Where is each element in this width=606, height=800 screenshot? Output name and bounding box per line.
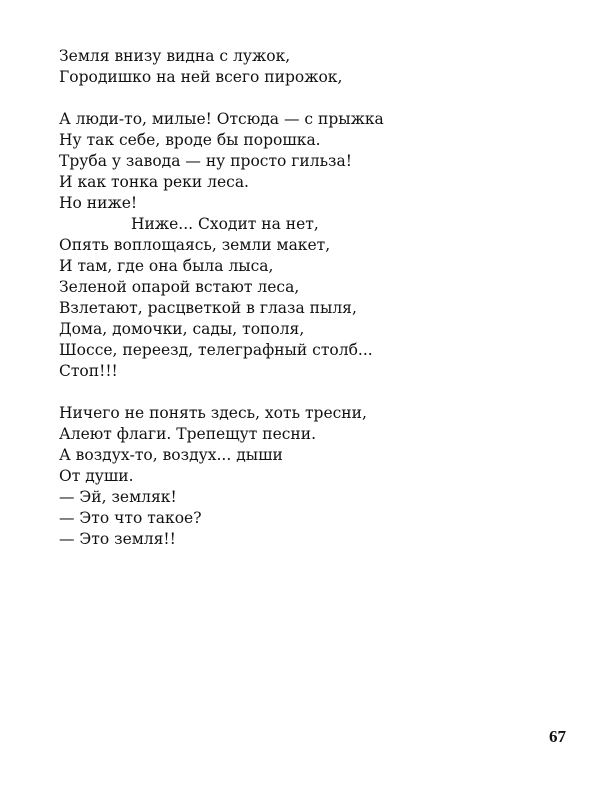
poem-line: Взлетают, расцветкой в глаза пыля, — [59, 299, 357, 317]
poem-line-indented: Ниже... Сходит на нет, — [131, 215, 319, 233]
poem-line: Дома, домочки, сады, тополя, — [59, 320, 305, 338]
page-number: 67 — [549, 727, 566, 746]
poem-line: Ну так себе, вроде бы порошка. — [59, 131, 321, 149]
poem-line: Земля внизу видна с лужок, — [59, 47, 291, 65]
stanza-2 — [59, 109, 539, 382]
poem-line: А люди-то, милые! Отсюда — с прыжка — [59, 110, 384, 128]
poem-line: А воздух-то, воздух... дыши — [59, 446, 283, 464]
poem-line: Стоп!!! — [59, 362, 118, 380]
stanza-3 — [59, 403, 539, 550]
poem-line: Опять воплощаясь, земли макет, — [59, 236, 331, 254]
poem-line: Труба у завода — ну просто гильза! — [59, 152, 352, 170]
poem-line: Алеют флаги. Трепещут песни. — [59, 425, 317, 443]
poem-line: И как тонка реки леса. — [59, 173, 249, 191]
poem-line: Ничего не понять здесь, хоть тресни, — [59, 404, 367, 422]
poem-line: И там, где она была лыса, — [59, 257, 274, 275]
poem-line: Но ниже! — [59, 194, 138, 212]
poem-line: Городишко на ней всего пирожок, — [59, 68, 343, 86]
poem-line: — Это что такое? — [59, 509, 202, 527]
poem-line: От души. — [59, 467, 134, 485]
poem-text — [59, 46, 539, 571]
poem-line: Зеленой опарой встают леса, — [59, 278, 300, 296]
poem-line: — Это земля!! — [59, 530, 176, 548]
poem-line: — Эй, земляк! — [59, 488, 177, 506]
poem-line: Шоссе, переезд, телеграфный столб... — [59, 341, 373, 359]
stanza-1 — [59, 46, 539, 88]
